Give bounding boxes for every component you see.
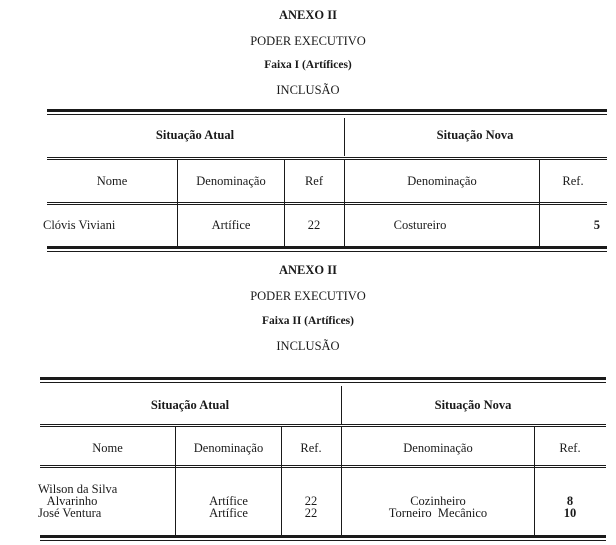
cell-denominacao-nova: Costureiro [393,218,447,232]
rule [40,535,606,538]
situacao-atual-header: Situação Atual [155,128,235,142]
rule [47,157,607,158]
band-title: Faixa II (Artífices) [262,315,354,327]
rule [47,251,607,252]
col-ref-nova: Ref. [562,174,584,188]
cell-denominacoes-novas: Cozinheiro Torneiro Mecânico [388,494,488,520]
col-nome: Nome [92,441,123,455]
cell-denominacoes: Artífice Artífice [209,494,248,520]
cell-nome: Clóvis Viviani [43,218,116,232]
rule [40,467,606,468]
rule [47,114,607,115]
divider [534,427,535,535]
cell-nomes: Wilson da Silva Alvarinho José Ventura [38,482,118,520]
cell-refs: 22 22 [304,494,318,520]
divider [344,160,345,246]
col-denominacao: Denominação [196,174,266,188]
band-title: Faixa I (Artífices) [264,59,352,71]
cell-ref-nova: 5 [593,218,600,232]
col-denominacao-nova: Denominação [403,441,473,455]
col-ref: Ref [304,174,324,188]
situacao-nova-header: Situação Nova [434,398,512,412]
rule [40,540,606,541]
power-title: PODER EXECUTIVO [250,289,366,303]
situacao-atual-header: Situação Atual [150,398,230,412]
col-nome: Nome [96,174,128,188]
annex-title: ANEXO II [279,8,337,22]
rule [47,159,607,160]
annex-title: ANEXO II [279,263,337,277]
rule [40,424,606,425]
cell-denominacao: Artífice [211,218,251,232]
col-ref-nova: Ref. [559,441,581,455]
rule [40,426,606,427]
type-title: INCLUSÃO [276,83,340,97]
col-denominacao-nova: Denominação [407,174,477,188]
divider [177,160,178,246]
col-denominacao: Denominação [193,441,264,455]
situacao-nova-header: Situação Nova [436,128,514,142]
cell-ref: 22 [307,218,321,232]
cell-refs-novas: 8 10 [563,494,577,520]
rule [47,109,607,112]
col-ref: Ref. [300,441,322,455]
rule [40,382,606,383]
divider [344,118,345,156]
rule [47,246,607,249]
power-title: PODER EXECUTIVO [250,34,366,48]
divider [341,386,342,424]
type-title: INCLUSÃO [276,339,340,353]
rule [47,202,607,203]
divider [284,160,285,246]
rule [40,465,606,466]
rule [47,204,607,205]
rule [40,377,606,380]
divider [539,160,540,246]
